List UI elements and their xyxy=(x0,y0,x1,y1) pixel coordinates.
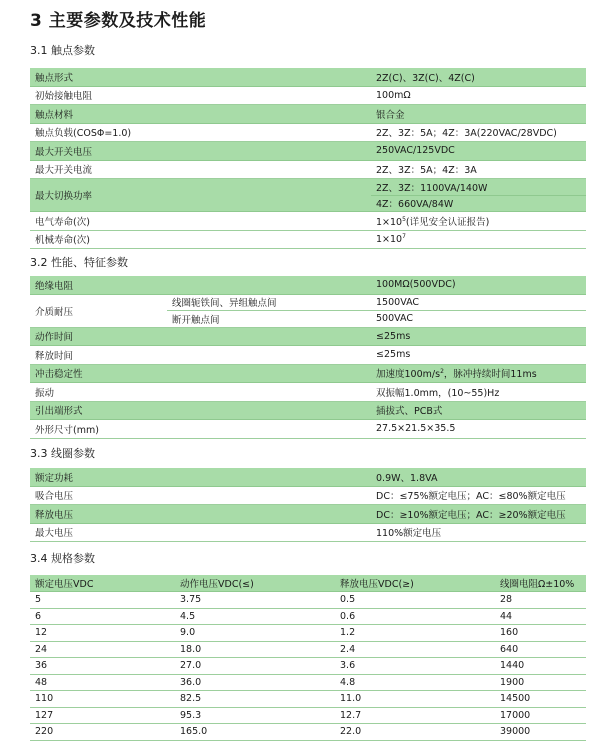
row-value: 100MΩ(500VDC) xyxy=(371,276,586,294)
table-cell: 9.0 xyxy=(175,625,335,642)
row-label: 吸合电压 xyxy=(30,486,371,505)
table-cell: 3.75 xyxy=(175,592,335,609)
table-row xyxy=(30,364,586,383)
column-header: 线圈电阻Ω±10% xyxy=(495,575,586,592)
table-cell: 39000 xyxy=(495,724,586,741)
row-value: 加速度$100m/s^2$，脉冲持续时间11ms xyxy=(371,364,586,383)
table-cell: 5 xyxy=(30,592,175,609)
row-value: 110%额定电压 xyxy=(371,523,586,542)
row-label: 引出端形式 xyxy=(30,401,371,420)
table-row xyxy=(30,468,586,486)
row-value: $1\times 10^7$ xyxy=(371,230,586,249)
table-cell: 27.0 xyxy=(175,658,335,675)
table-row xyxy=(30,276,586,294)
column-header: 额定电压VDC xyxy=(30,575,175,592)
table-row xyxy=(30,625,586,642)
table-row xyxy=(30,142,586,161)
table-cell: 4.5 xyxy=(175,608,335,625)
table-row xyxy=(30,523,586,542)
table-cell: 640 xyxy=(495,641,586,658)
section-title-coil: 3.3 线圈参数 xyxy=(30,447,95,460)
row-value: 4Z：660VA/84W xyxy=(371,195,586,212)
row-value: ≤25ms xyxy=(371,327,586,346)
table-row xyxy=(30,608,586,625)
table-header-row xyxy=(30,575,586,592)
table-row xyxy=(30,383,586,402)
table-row xyxy=(30,105,586,124)
table-row xyxy=(30,230,586,249)
table-cell: 48 xyxy=(30,674,175,691)
table-row xyxy=(30,707,586,724)
row-value: 27.5×21.5×35.5 xyxy=(371,420,586,439)
table-cell: 0.5 xyxy=(335,592,495,609)
table-cell: 82.5 xyxy=(175,691,335,708)
row-value: 0.9W、1.8VA xyxy=(371,468,586,486)
row-label: 动作时间 xyxy=(30,327,371,346)
table-cell: 11.0 xyxy=(335,691,495,708)
row-label: 外形尺寸(mm) xyxy=(30,420,371,439)
row-label: 最大切换功率 xyxy=(30,179,371,212)
section-title-performance: 3.2 性能、特征参数 xyxy=(30,256,128,269)
table-row xyxy=(30,160,586,179)
row-label: 初始接触电阻 xyxy=(30,86,371,105)
row-sublabel: 断开触点间 xyxy=(167,311,371,328)
table-cell: 24 xyxy=(30,641,175,658)
table-row xyxy=(30,401,586,420)
row-label: 释放时间 xyxy=(30,346,371,365)
row-value: 2Z(C)、3Z(C)、4Z(C) xyxy=(371,68,586,86)
table-row xyxy=(30,68,586,86)
table-row xyxy=(30,294,586,311)
table-cell: 3.6 xyxy=(335,658,495,675)
table-cell: 36 xyxy=(30,658,175,675)
table-row xyxy=(30,724,586,741)
table-row xyxy=(30,327,586,346)
table-cell: 12.7 xyxy=(335,707,495,724)
table-row xyxy=(30,505,586,524)
row-value: 1500VAC xyxy=(371,294,586,311)
spec-params-table xyxy=(30,575,586,741)
table-row xyxy=(30,123,586,142)
row-value: $1\times 10^5$(详见安全认证报告) xyxy=(371,212,586,231)
row-value: DC：≤75%额定电压；AC：≤80%额定电压 xyxy=(371,486,586,505)
table-cell: 17000 xyxy=(495,707,586,724)
table-cell: 6 xyxy=(30,608,175,625)
table-row xyxy=(30,86,586,105)
row-label: 绝缘电阻 xyxy=(30,276,371,294)
row-label: 额定功耗 xyxy=(30,468,371,486)
row-label: 介质耐压 xyxy=(30,294,167,327)
table-cell: 14500 xyxy=(495,691,586,708)
row-value: DC：≥10%额定电压；AC：≥20%额定电压 xyxy=(371,505,586,524)
page-title: 3 主要参数及技术性能 xyxy=(30,11,207,31)
table-cell: 95.3 xyxy=(175,707,335,724)
row-value: 2Z、3Z：5A；4Z：3A(220VAC/28VDC) xyxy=(371,123,586,142)
table-row xyxy=(30,212,586,231)
performance-params-table xyxy=(30,276,586,439)
row-value: 2Z、3Z：1100VA/140W xyxy=(371,179,586,196)
row-value: ≤25ms xyxy=(371,346,586,365)
row-value: 银合金 xyxy=(371,105,586,124)
coil-params-table xyxy=(30,468,586,542)
row-value: 2Z、3Z：5A；4Z：3A xyxy=(371,160,586,179)
row-sublabel: 线圈轭铁间、异组触点间 xyxy=(167,294,371,311)
row-label: 触点形式 xyxy=(30,68,371,86)
row-label: 释放电压 xyxy=(30,505,371,524)
row-label: 最大开关电压 xyxy=(30,142,371,161)
table-cell: 1900 xyxy=(495,674,586,691)
column-header: 释放电压VDC(≥) xyxy=(335,575,495,592)
table-row xyxy=(30,674,586,691)
table-cell: 36.0 xyxy=(175,674,335,691)
row-label: 最大开关电流 xyxy=(30,160,371,179)
table-row xyxy=(30,592,586,609)
row-value: 250VAC/125VDC xyxy=(371,142,586,161)
table-row xyxy=(30,486,586,505)
row-value: 500VAC xyxy=(371,311,586,328)
section-title-contact: 3.1 触点参数 xyxy=(30,44,95,57)
table-cell: 28 xyxy=(495,592,586,609)
row-label: 电气寿命(次) xyxy=(30,212,371,231)
table-cell: 18.0 xyxy=(175,641,335,658)
row-label: 触点负载(COSΦ=1.0) xyxy=(30,123,371,142)
row-label: 触点材料 xyxy=(30,105,371,124)
row-label: 振动 xyxy=(30,383,371,402)
table-cell: 0.6 xyxy=(335,608,495,625)
table-cell: 1440 xyxy=(495,658,586,675)
table-cell: 110 xyxy=(30,691,175,708)
table-cell: 22.0 xyxy=(335,724,495,741)
table-row xyxy=(30,658,586,675)
row-value: 100mΩ xyxy=(371,86,586,105)
contact-params-table xyxy=(30,68,586,249)
section-title-spec: 3.4 规格参数 xyxy=(30,552,95,565)
row-label: 冲击稳定性 xyxy=(30,364,371,383)
table-row xyxy=(30,346,586,365)
row-value: 插拔式、PCB式 xyxy=(371,401,586,420)
row-value: 双振幅1.0mm，(10~55)Hz xyxy=(371,383,586,402)
table-row xyxy=(30,179,586,196)
table-cell: 160 xyxy=(495,625,586,642)
table-cell: 2.4 xyxy=(335,641,495,658)
table-row xyxy=(30,641,586,658)
row-label: 机械寿命(次) xyxy=(30,230,371,249)
table-cell: 220 xyxy=(30,724,175,741)
table-cell: 127 xyxy=(30,707,175,724)
table-row xyxy=(30,420,586,439)
row-label: 最大电压 xyxy=(30,523,371,542)
table-cell: 12 xyxy=(30,625,175,642)
table-cell: 44 xyxy=(495,608,586,625)
table-cell: 165.0 xyxy=(175,724,335,741)
table-cell: 1.2 xyxy=(335,625,495,642)
table-cell: 4.8 xyxy=(335,674,495,691)
table-row xyxy=(30,691,586,708)
column-header: 动作电压VDC(≤) xyxy=(175,575,335,592)
